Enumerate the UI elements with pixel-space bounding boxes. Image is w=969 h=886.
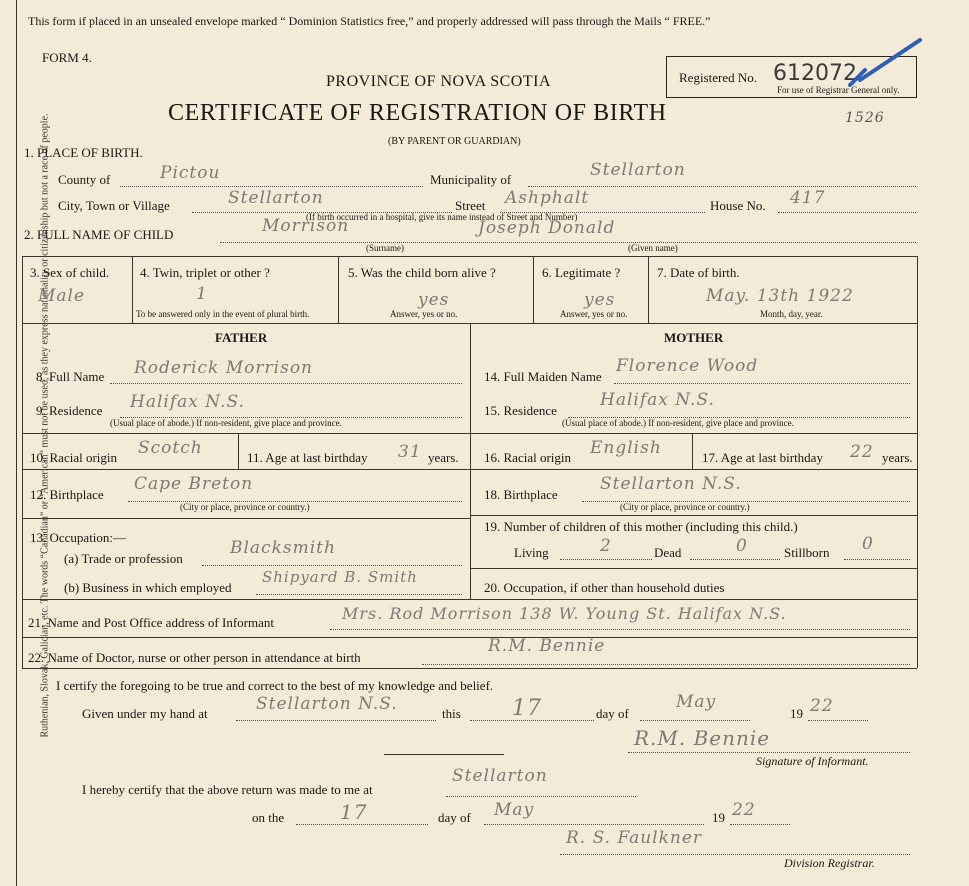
street-value: Ashphalt bbox=[505, 188, 590, 208]
child-surname-value: Morrison bbox=[262, 216, 350, 236]
given-place-value: Stellarton N.S. bbox=[256, 694, 398, 714]
blue-check-mark-icon bbox=[840, 30, 940, 100]
father-birthplace-value: Cape Breton bbox=[134, 474, 254, 494]
father-residence-value: Halifax N.S. bbox=[130, 392, 245, 412]
father-business-label: (b) Business in which employed bbox=[64, 580, 232, 595]
father-business-value: Shipyard B. Smith bbox=[262, 568, 418, 586]
page-subtitle: (BY PARENT OR GUARDIAN) bbox=[388, 136, 521, 147]
father-trade-value: Blacksmith bbox=[230, 538, 336, 558]
child-name-label: 2. FULL NAME OF CHILD bbox=[24, 227, 174, 242]
registrar-day-value: 17 bbox=[340, 800, 368, 824]
doctor-label: 22. Name of Doctor, nurse or other person in attendance at birth bbox=[28, 650, 361, 665]
mother-birthplace-note: (City or place, province or country.) bbox=[620, 502, 750, 512]
given-under-label: Given under my hand at bbox=[82, 706, 208, 721]
father-birthplace-note: (City or place, province or country.) bbox=[180, 502, 310, 512]
doctor-value: R.M. Bennie bbox=[488, 636, 606, 656]
dead-value: 0 bbox=[736, 536, 748, 556]
stillborn-label: Stillborn bbox=[784, 545, 830, 560]
certify-text: I certify the foregoing to be true and correct to the best of my knowledge and belief. bbox=[56, 678, 494, 693]
stamp-number: 1526 bbox=[845, 110, 885, 126]
province-heading: PROVINCE OF NOVA SCOTIA bbox=[326, 73, 552, 90]
mother-heading: MOTHER bbox=[664, 330, 724, 345]
hospital-note: (If birth occurred in a hospital, give its name instead of Street and Number) bbox=[306, 212, 578, 222]
registrar-signature-caption: Division Registrar. bbox=[784, 856, 875, 870]
street-label: Street bbox=[455, 198, 486, 213]
certify-day-value: 17 bbox=[512, 696, 542, 721]
mother-birthplace-value: Stellarton N.S. bbox=[600, 474, 742, 494]
mother-birthplace-label: 18. Birthplace bbox=[484, 487, 558, 502]
county-label: County of bbox=[58, 172, 111, 187]
registered-number: 612072 bbox=[773, 61, 857, 86]
twin-label: 4. Twin, triplet or other ? bbox=[140, 265, 270, 280]
informant-value: Mrs. Rod Morrison 138 W. Young St. Halifax N.S. bbox=[342, 604, 787, 623]
alive-label: 5. Was the child born alive ? bbox=[348, 265, 496, 280]
sex-label: 3. Sex of child. bbox=[30, 265, 110, 280]
mother-residence-label: 15. Residence bbox=[484, 403, 557, 418]
mother-residence-note: (Usual place of abode.) If non-resident, give place and province. bbox=[562, 418, 794, 428]
mother-age-years: years. bbox=[882, 450, 913, 465]
informant-label: 21. Name and Post Office address of Informant bbox=[28, 615, 274, 630]
registrar-year-prefix: 19 bbox=[712, 810, 725, 825]
dob-note: Month, day, year. bbox=[760, 309, 823, 319]
mother-residence-value: Halifax N.S. bbox=[600, 390, 715, 410]
registrar-place-value: Stellarton bbox=[452, 766, 548, 786]
father-age-label: 11. Age at last birthday bbox=[247, 450, 368, 465]
child-given-value: Joseph Donald bbox=[478, 218, 616, 238]
municipality-value: Stellarton bbox=[590, 160, 686, 180]
city-label: City, Town or Village bbox=[58, 198, 170, 213]
dob-label: 7. Date of birth. bbox=[657, 265, 740, 280]
county-value: Pictou bbox=[160, 163, 221, 183]
living-value: 2 bbox=[600, 536, 612, 556]
certify-year-prefix: 19 bbox=[790, 706, 803, 721]
registrar-year-value: 22 bbox=[732, 800, 756, 820]
registrar-on-label: on the bbox=[252, 810, 285, 825]
father-age-years: years. bbox=[428, 450, 459, 465]
dob-value: May. 13th 1922 bbox=[706, 286, 854, 306]
informant-signature-caption: Signature of Informant. bbox=[756, 754, 869, 768]
children-label: 19. Number of children of this mother (including this child.) bbox=[484, 519, 798, 534]
municipality-label: Municipality of bbox=[430, 172, 512, 187]
mother-race-label: 16. Racial origin bbox=[484, 450, 572, 465]
surname-caption: (Surname) bbox=[366, 243, 404, 253]
sex-value: Male bbox=[38, 286, 86, 306]
city-value: Stellarton bbox=[228, 188, 324, 208]
alive-note: Answer, yes or no. bbox=[390, 309, 458, 319]
twin-note: To be answered only in the event of plural birth. bbox=[136, 309, 310, 319]
legit-label: 6. Legitimate ? bbox=[542, 265, 621, 280]
twin-value: 1 bbox=[196, 284, 208, 304]
mother-name-label: 14. Full Maiden Name bbox=[484, 369, 602, 384]
place-heading: 1. PLACE OF BIRTH. bbox=[24, 145, 143, 160]
father-residence-label: 9. Residence bbox=[36, 403, 103, 418]
certify-month-value: May bbox=[676, 692, 717, 712]
registrar-day-label: day of bbox=[438, 810, 471, 825]
house-label: House No. bbox=[710, 198, 766, 213]
father-name-label: 8. Full Name bbox=[36, 369, 105, 384]
father-heading: FATHER bbox=[215, 330, 268, 345]
registrar-signature: R. S. Faulkner bbox=[566, 828, 703, 848]
this-label: this bbox=[442, 706, 461, 721]
father-age-value: 31 bbox=[398, 442, 422, 462]
certify-year-value: 22 bbox=[810, 696, 834, 716]
father-occupation-label: 13. Occupation:— bbox=[30, 530, 127, 545]
registered-label: Registered No. bbox=[679, 70, 757, 85]
mother-name-value: Florence Wood bbox=[616, 356, 759, 376]
mother-age-value: 22 bbox=[850, 442, 874, 462]
legit-value: yes bbox=[584, 290, 616, 310]
given-caption: (Given name) bbox=[628, 243, 678, 253]
living-label: Living bbox=[514, 545, 549, 560]
stillborn-value: 0 bbox=[862, 534, 874, 554]
mother-age-label: 17. Age at last birthday bbox=[702, 450, 823, 465]
mother-occupation-label: 20. Occupation, if other than household duties bbox=[484, 580, 725, 595]
page-title: CERTIFICATE OF REGISTRATION OF BIRTH bbox=[168, 100, 667, 126]
margin-rule bbox=[16, 0, 17, 886]
mail-note: This form if placed in an unsealed envelope marked “ Dominion Statistics free,” and properly addressed will pass through the Mails “ FREE.” bbox=[28, 14, 711, 28]
registrar-month-value: May bbox=[494, 800, 535, 820]
father-residence-note: (Usual place of abode.) If non-resident, give place and province. bbox=[110, 418, 342, 428]
father-name-value: Roderick Morrison bbox=[134, 358, 314, 378]
mother-race-value: English bbox=[590, 438, 662, 458]
registered-note: For use of Registrar General only. bbox=[777, 85, 900, 95]
father-race-label: 10. Racial origin bbox=[30, 450, 118, 465]
house-value: 417 bbox=[790, 188, 826, 208]
alive-value: yes bbox=[418, 290, 450, 310]
father-birthplace-label: 12. Birthplace bbox=[30, 487, 104, 502]
certify-day-label: day of bbox=[596, 706, 629, 721]
dead-label: Dead bbox=[654, 545, 682, 560]
form-number: FORM 4. bbox=[42, 50, 92, 65]
informant-signature: R.M. Bennie bbox=[634, 726, 771, 750]
father-race-value: Scotch bbox=[138, 438, 203, 458]
father-trade-label: (a) Trade or profession bbox=[64, 551, 183, 566]
margin-note: Ruthenian, Slovak, Galician, etc. The words “Canadian” or “American” must not be used, as they express nationality or citizenship but not a race of people. bbox=[39, 113, 51, 738]
legit-note: Answer, yes or no. bbox=[560, 309, 628, 319]
registrar-text: I hereby certify that the above return was made to me at bbox=[82, 782, 373, 797]
